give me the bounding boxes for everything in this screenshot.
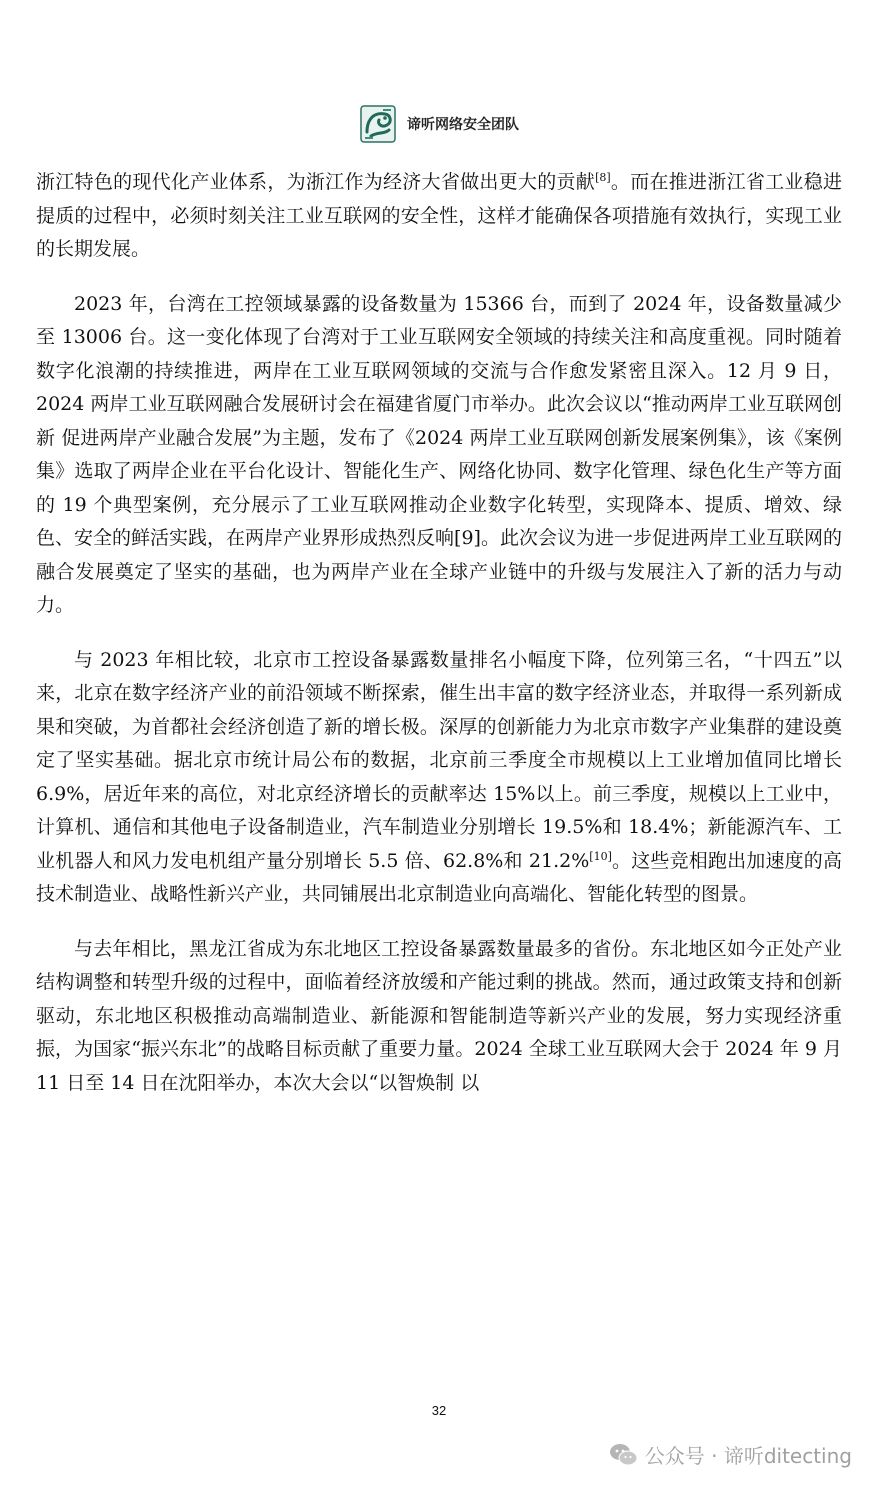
paragraph-taiwan: 2023 年，台湾在工控领域暴露的设备数量为 15366 台，而到了 2024 年，设备数量减少至 13006 台。这一变化体现了台湾对于工业互联网安全领域的持续关注和高度重视。同时随着数字化浪潮的持续推进，两岸在工业互联网领域的交流与合作愈发紧密且深入。12 月 9 日，2024 两岸工业互联网融合发展研讨会在福建省厦门市举办。此次会议以“推动两岸工业互联网创新 促进两岸产业融合发展”为主题，发布了《2024 两岸工业互联网创新发展案例集》，该《案例集》选取了两岸企业在平台化设计、智能化生产、网络化协同、数字化管理、绿色化生产等方面的 19 个典型案例，充分展示了工业互联网推动企业数字化转型，实现降本、提质、增效、绿色、安全的鲜活实践，在两岸产业界形成热烈反响[9]。此次会议为进一步促进两岸工业互联网的融合发展奠定了坚实的基础，也为两岸产业在全球产业链中的升级与发展注入了新的活力与动力。 — [36, 292, 842, 616]
watermark-text: 公众号 · 谛听ditecting — [644, 1444, 852, 1468]
dragon-seal-logo-icon — [359, 102, 399, 146]
paragraph-heilongjiang: 与去年相比，黑龙江省成为东北地区工控设备暴露数量最多的省份。东北地区如今正处产业结构调整和转型升级的过程中，面临着经济放缓和产能过剩的挑战。然而，通过政策支持和创新驱动，东北地区积极推动高端制造业、新能源和智能制造等新兴产业的发展，努力实现经济重振，为国家“振兴东北”的战略目标贡献了重要力量。2024 全球工业互联网大会于 2024 年 9 月 11 日至 14 日在沈阳举办，本次大会以“以智焕制 以 — [36, 937, 842, 1094]
citation-8: [8] — [595, 171, 611, 184]
document-body — [36, 166, 842, 1121]
citation-10: [10] — [589, 849, 612, 863]
paragraph-zhejiang: 浙江特色的现代化产业体系，为浙江作为经济大省做出更大的贡献[8]。而在推进浙江省工业稳进提质的过程中，必须时刻关注工业互联网的安全性，这样才能确保各项措施有效执行，实现工业的长期发展。 — [36, 171, 842, 260]
wechat-icon — [609, 1442, 639, 1468]
page-number: 32 — [431, 1403, 447, 1418]
team-name: 谛听网络安全团队 — [407, 117, 519, 133]
paragraph-beijing: 与 2023 年相比较，北京市工控设备暴露数量排名小幅度下降，位列第三名，“十四五”以来，北京在数字经济产业的前沿领域不断探索，催生出丰富的数字经济业态，并取得一系列新成果和突破，为首都社会经济创造了新的增长极。深厚的创新能力为北京市数字产业集群的建设奠定了坚实基础。据北京市统计局公布的数据，北京前三季度全市规模以上工业增加值同比增长 6.9%，居近年来的高位，对北京经济增长的贡献率达 15%以上。前三季度，规模以上工业中，计算机、通信和其他电子设备制造业，汽车制造业分别增长 19.5%和 18.4%；新能源汽车、工业机器人和风力发电机组产量分别增长 5.5 倍、62.8%和 21.2%[10]。这些竞相跑出加速度的高技术制造业、战略性新兴产业，共同铺展出北京制造业向高端化、智能化转型的图景。 — [36, 648, 842, 905]
page-header — [0, 100, 878, 148]
wechat-watermark — [609, 1440, 852, 1469]
